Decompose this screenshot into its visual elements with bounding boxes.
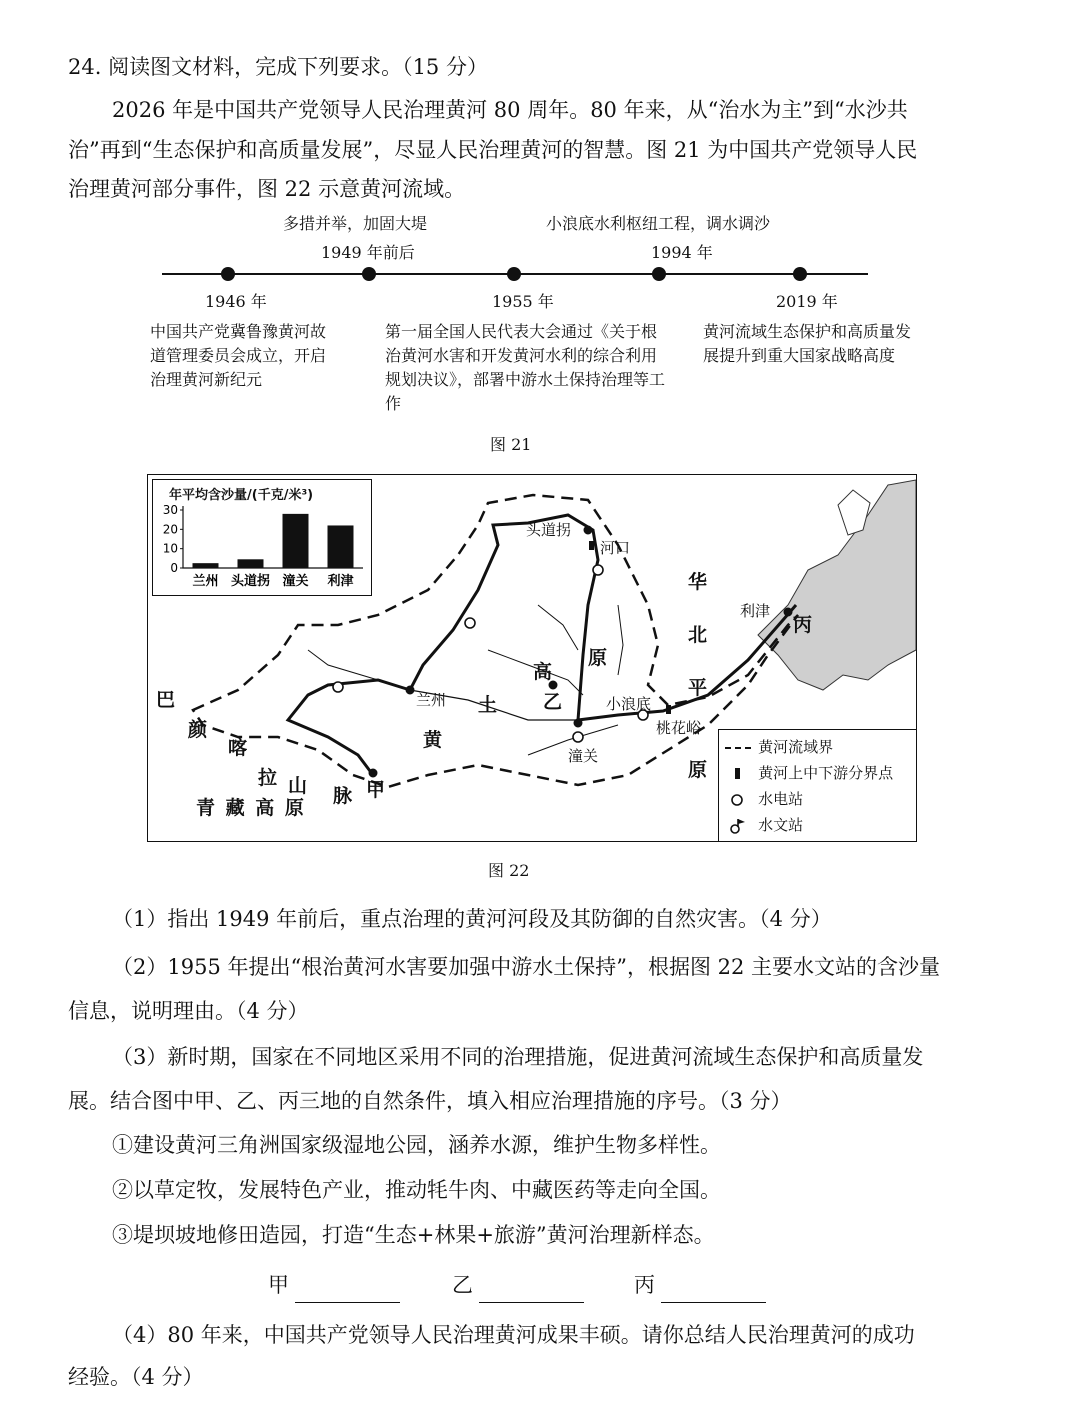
- question-2-line-2: 信息，说明理由。（4 分）: [68, 999, 309, 1023]
- question-4-line-1: （4）80 年来，中国共产党领导人民治理黄河成果丰硕。请你总结人民治理黄河的成功: [112, 1323, 915, 1347]
- chart-title: 年平均含沙量/(千克/米³): [169, 488, 314, 503]
- y-tick-label: 20: [162, 522, 178, 537]
- intro-line-1: 2026 年是中国共产党领导人民治理黄河 80 周年。80 年来，从“治水为主”到“水沙共: [112, 98, 908, 122]
- y-tick-label: 10: [162, 541, 178, 556]
- chart-svg: [153, 480, 371, 595]
- label-qingzang: 青 藏 高 原: [196, 797, 306, 819]
- yellow-river-map: [147, 474, 917, 842]
- legend-item-marker: [725, 762, 893, 783]
- label-bayan-3: 喀: [228, 737, 248, 759]
- timeline-dot-2019: [793, 267, 807, 281]
- answer-blank-bing[interactable]: [634, 1268, 766, 1303]
- timeline-year-1955: 1955 年: [492, 292, 554, 311]
- chart-bar: [193, 563, 219, 568]
- label-bayan-4: 拉: [258, 767, 278, 789]
- label-xiaolangdi: 小浪底: [606, 695, 652, 713]
- timeline-year-1949: 1949 年前后: [321, 243, 415, 262]
- legend-item-hydrology: [725, 814, 803, 835]
- timeline-dot-1949: [362, 267, 376, 281]
- legend-item-boundary: [725, 736, 833, 757]
- y-tick-label: 30: [162, 503, 178, 517]
- tributary-3: [618, 605, 623, 675]
- hydropower-station: [593, 565, 603, 575]
- label-bayan-1: 巴: [156, 689, 176, 711]
- timeline-year-1994: 1994 年: [651, 243, 713, 262]
- label-plain-1: 华: [688, 571, 708, 593]
- station-lanzhou: [406, 686, 414, 694]
- timeline-axis: [150, 262, 880, 288]
- timeline-desc-1955: 第一届全国人民代表大会通过《关于根治黄河水害和开发黄河水利的综合利用规划决议》，部署中游水土保持治理等工作: [385, 322, 666, 413]
- label-lijin: 利津: [740, 602, 771, 620]
- y-tick-label: 0: [170, 561, 178, 575]
- boundary-marker-icon: [725, 767, 753, 781]
- hydrology-flag-icon: [725, 818, 753, 834]
- label-loess-2: 土: [478, 694, 498, 716]
- question-header: 24. 阅读图文材料，完成下列要求。（15 分）: [68, 55, 488, 79]
- timeline-dot-1955: [507, 267, 521, 281]
- timeline-desc-2019: 黄河流域生态保护和高质量发展提升到重大国家战略高度: [703, 322, 912, 365]
- hydropower-icon: [725, 793, 753, 807]
- question-3-line-1: （3）新时期，国家在不同地区采用不同的治理措施，促进黄河流域生态保护和高质量发: [112, 1045, 924, 1069]
- sediment-chart: [152, 479, 372, 596]
- boundary-marker-taohuayu: [666, 705, 671, 714]
- label-bayan-2: 颜: [188, 719, 208, 741]
- timeline-year-1946: 1946 年: [205, 292, 267, 311]
- blank-line: [479, 1276, 584, 1303]
- legend-item-hydropower: [725, 788, 803, 809]
- label-bayan-5: 山: [288, 775, 308, 797]
- blank-line: [295, 1276, 400, 1303]
- station-toudaoguai: [584, 526, 592, 534]
- station-lijin: [784, 608, 792, 616]
- x-tick-label: 头道拐: [230, 574, 271, 589]
- answer-blank-jia[interactable]: [268, 1268, 400, 1303]
- station-tongguan: [574, 719, 582, 727]
- label-loess-4: 原: [588, 647, 608, 669]
- label-lanzhou: 兰州: [416, 691, 447, 709]
- blank-label: 乙: [452, 1273, 473, 1297]
- legend-label: 黄河上中下游分界点: [758, 764, 894, 782]
- legend-label: 黄河流域界: [758, 738, 834, 756]
- label-jia: 甲: [366, 779, 386, 801]
- timeline-year-2019: 2019 年: [776, 292, 838, 311]
- x-tick-label: 潼关: [282, 574, 309, 589]
- bohai-sea: [758, 480, 916, 690]
- chart-bar: [283, 514, 309, 568]
- label-plain-4: 原: [688, 759, 708, 781]
- hydropower-station: [333, 682, 343, 692]
- label-taohuayu: 桃花峪: [656, 719, 702, 737]
- x-tick-label: 利津: [327, 574, 354, 589]
- timeline-dot-1994: [652, 267, 666, 281]
- answer-blank-yi[interactable]: [452, 1268, 584, 1303]
- question-2-line-1: （2）1955 年提出“根治黄河水害要加强中游水土保持”，根据图 22 主要水文站的含沙量: [112, 955, 941, 979]
- option-1: ①建设黄河三角洲国家级湿地公园，涵养水源，维护生物多样性。: [112, 1133, 721, 1157]
- hydropower-station: [465, 618, 475, 628]
- option-3: ③堤坝坡地修田造园，打造“生态+林果+旅游”黄河治理新样态。: [112, 1223, 715, 1247]
- boundary-marker-hekou: [589, 541, 594, 550]
- label-yi: 乙: [543, 691, 563, 713]
- label-bing: 丙: [793, 614, 813, 636]
- legend-label: 水文站: [758, 816, 804, 834]
- question-4-line-2: 经验。（4 分）: [68, 1365, 204, 1389]
- label-bayan-6: 脉: [333, 785, 353, 807]
- timeline-dot-1946: [221, 267, 235, 281]
- timeline-desc-1946: 中国共产党冀鲁豫黄河故道管理委员会成立，开启治理黄河新纪元: [150, 322, 327, 389]
- label-tongguan: 潼关: [568, 747, 599, 765]
- label-toudaoguai: 头道拐: [526, 521, 572, 539]
- fen-river: [538, 605, 578, 650]
- map-legend: [718, 729, 917, 842]
- label-hekou: 河口: [600, 539, 631, 557]
- question-1: （1）指出 1949 年前后，重点治理的黄河河段及其防御的自然灾害。（4 分）: [112, 907, 832, 931]
- tributary-1: [308, 650, 378, 680]
- label-plain-3: 平: [688, 677, 708, 699]
- figure-21-caption: 图 21: [490, 435, 532, 454]
- x-tick-label: 兰州: [192, 574, 219, 589]
- hydropower-station: [573, 732, 583, 742]
- timeline-event-title-1949: 多措并举，加固大堤: [283, 214, 428, 233]
- legend-label: 水电站: [758, 790, 804, 808]
- blank-label: 丙: [634, 1273, 655, 1297]
- chart-bar: [238, 559, 264, 568]
- label-loess-3: 高: [533, 661, 553, 683]
- dashed-line-icon: [725, 741, 753, 755]
- figure-22-caption: 图 22: [488, 861, 530, 880]
- chart-bar: [328, 525, 354, 568]
- blank-line: [661, 1276, 766, 1303]
- question-3-line-2: 展。结合图中甲、乙、丙三地的自然条件，填入相应治理措施的序号。（3 分）: [68, 1089, 792, 1113]
- timeline-event-title-1994: 小浪底水利枢纽工程，调水调沙: [546, 214, 771, 233]
- blank-label: 甲: [268, 1273, 289, 1297]
- option-2: ②以草定牧，发展特色产业，推动牦牛肉、中藏医药等走向全国。: [112, 1178, 721, 1202]
- label-plain-2: 北: [688, 624, 708, 646]
- label-loess-1: 黄: [423, 729, 443, 751]
- intro-line-3: 治理黄河部分事件，图 22 示意黄河流域。: [68, 177, 466, 201]
- intro-line-2: 治”再到“生态保护和高质量发展”，尽显人民治理黄河的智慧。图 21 为中国共产党领导人民: [68, 138, 918, 162]
